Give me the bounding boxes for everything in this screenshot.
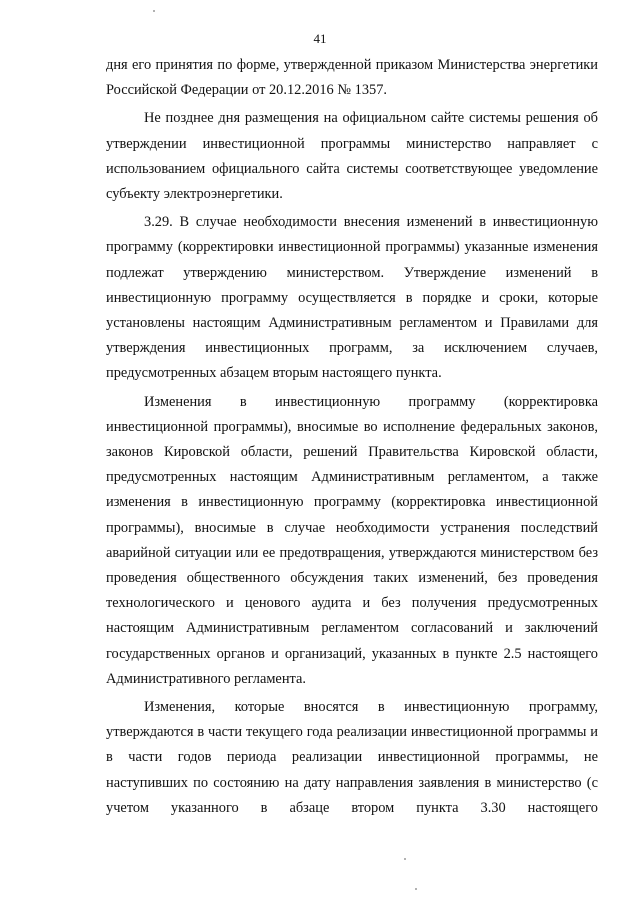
page-number: 41 [313, 31, 327, 46]
document-body [106, 53, 598, 821]
scan-speck [153, 10, 155, 12]
paragraph-continuation: дня его принятия по форме, утвержденной приказом Министерства энергетики Российской Федерации от 20.12.2016 № 1357. [106, 57, 598, 99]
paragraph-changes-exceptions: Изменения в инвестиционную программу (корректировка инвестиционной программы), вносимые во исполнение федеральных законов, законов Кировской области, решений Правительства Кировской области, предусмотренных настоящим Административным регламентом, а также изменения в инвестиционную программу (корректировка инвестиционной программы), вносимые в случае необходимости устранения последствий аварийной ситуации или ее предотвращения, утверждаются министерством без проведения общественного обсуждения таких изменений, без проведения технологического и ценового аудита и без получения предусмотренных настоящим Административным регламентом согласований и заключений государственных органов и организаций, указанных в пункте 2.5 настоящего Административного регламента. [106, 393, 598, 687]
paragraph-changes-scope: Изменения, которые вносятся в инвестиционную программу, утверждаются в части текущего года реализации инвестиционной программы и в части годов периода реализации инвестиционной программы, не наступивших по состоянию на дату направления заявления в министерство (с учетом указанного в абзаце втором пункта 3.30 настоящего [106, 699, 598, 816]
paragraph-clause-3-29: 3.29. В случае необходимости внесения изменений в инвестиционную программу (корректировки инвестиционной программы) указанные изменения подлежат утверждению министерством. Утверждение изменений в инвестиционную программу осуществляется в порядке и сроки, которые установлены настоящим Административным регламентом и Правилами для утверждения инвестиционных программ, за исключением случаев, предусмотренных абзацем вторым настоящего пункта. [106, 214, 598, 382]
paragraph-notification: Не позднее дня размещения на официальном сайте системы решения об утверждении инвестиционной программы министерство направляет с использованием официального сайта системы соответствующее уведомление субъекту электроэнергетики. [106, 110, 598, 203]
scan-speck [404, 858, 406, 860]
scan-speck [415, 888, 417, 890]
